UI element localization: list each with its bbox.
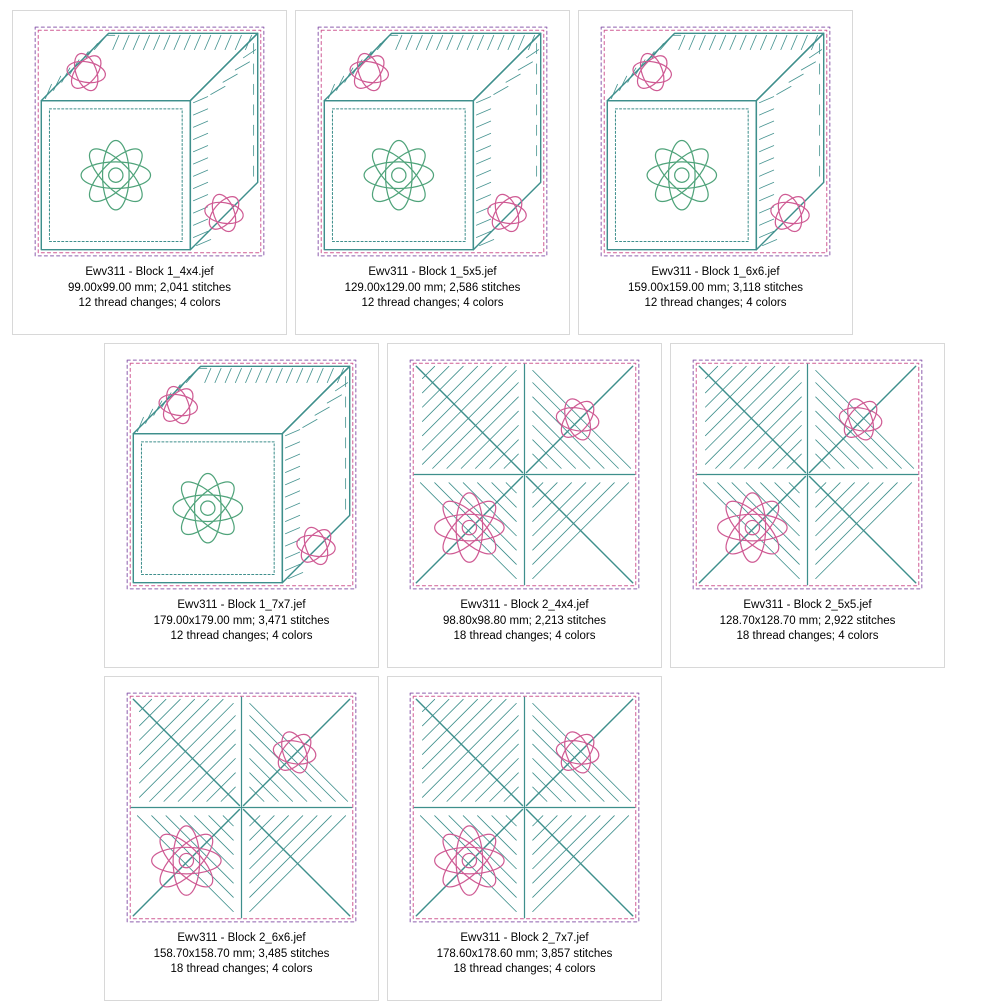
design-name: Ewv311 - Block 1_6x6.jef [651,266,780,278]
design-size: 98.80x98.80 mm; 2,213 stitches [442,614,606,627]
design-caption [296,265,569,312]
design-card[interactable] [104,676,379,1001]
design-card[interactable] [12,10,287,335]
design-card[interactable] [670,343,945,668]
design-threads: 18 thread changes; 4 colors [736,630,879,642]
design-card[interactable] [578,10,853,335]
design-name: Ewv311 - Block 2_5x5.jef [743,599,872,611]
design-size: 129.00x129.00 mm; 2,586 stitches [344,281,521,294]
design-threads: 18 thread changes; 4 colors [170,963,313,975]
design-size: 128.70x128.70 mm; 2,922 stitches [719,614,896,627]
design-name: Ewv311 - Block 1_7x7.jef [177,599,306,611]
design-caption [105,598,378,645]
design-threads: 12 thread changes; 4 colors [644,297,787,309]
design-name: Ewv311 - Block 1_4x4.jef [85,266,214,278]
design-card[interactable] [387,343,662,668]
design-caption [579,265,852,312]
design-caption [388,598,661,645]
design-size: 99.00x99.00 mm; 2,041 stitches [67,281,231,294]
design-preview-cube [310,19,555,264]
design-size: 178.60x178.60 mm; 3,857 stitches [436,947,613,960]
design-preview-cube [593,19,838,264]
design-preview-cube [119,352,364,597]
design-preview-pinwheel [119,685,364,930]
design-threads: 12 thread changes; 4 colors [170,630,313,642]
design-size: 159.00x159.00 mm; 3,118 stitches [628,281,803,294]
design-preview-cube [27,19,272,264]
design-caption [388,931,661,978]
design-card[interactable] [104,343,379,668]
design-threads: 18 thread changes; 4 colors [453,963,596,975]
design-grid [8,6,992,1005]
design-card[interactable] [387,676,662,1001]
design-name: Ewv311 - Block 1_5x5.jef [368,266,497,278]
design-name: Ewv311 - Block 2_6x6.jef [177,932,306,944]
design-preview-pinwheel [685,352,930,597]
design-size: 179.00x179.00 mm; 3,471 stitches [153,614,330,627]
design-caption [105,931,378,978]
design-threads: 12 thread changes; 4 colors [78,297,221,309]
design-threads: 18 thread changes; 4 colors [453,630,596,642]
design-preview-pinwheel [402,685,647,930]
design-name: Ewv311 - Block 2_4x4.jef [460,599,589,611]
design-threads: 12 thread changes; 4 colors [361,297,504,309]
design-size: 158.70x158.70 mm; 3,485 stitches [153,947,330,960]
design-caption [671,598,944,645]
design-card[interactable] [295,10,570,335]
design-name: Ewv311 - Block 2_7x7.jef [460,932,589,944]
design-caption [13,265,286,312]
design-preview-pinwheel [402,352,647,597]
